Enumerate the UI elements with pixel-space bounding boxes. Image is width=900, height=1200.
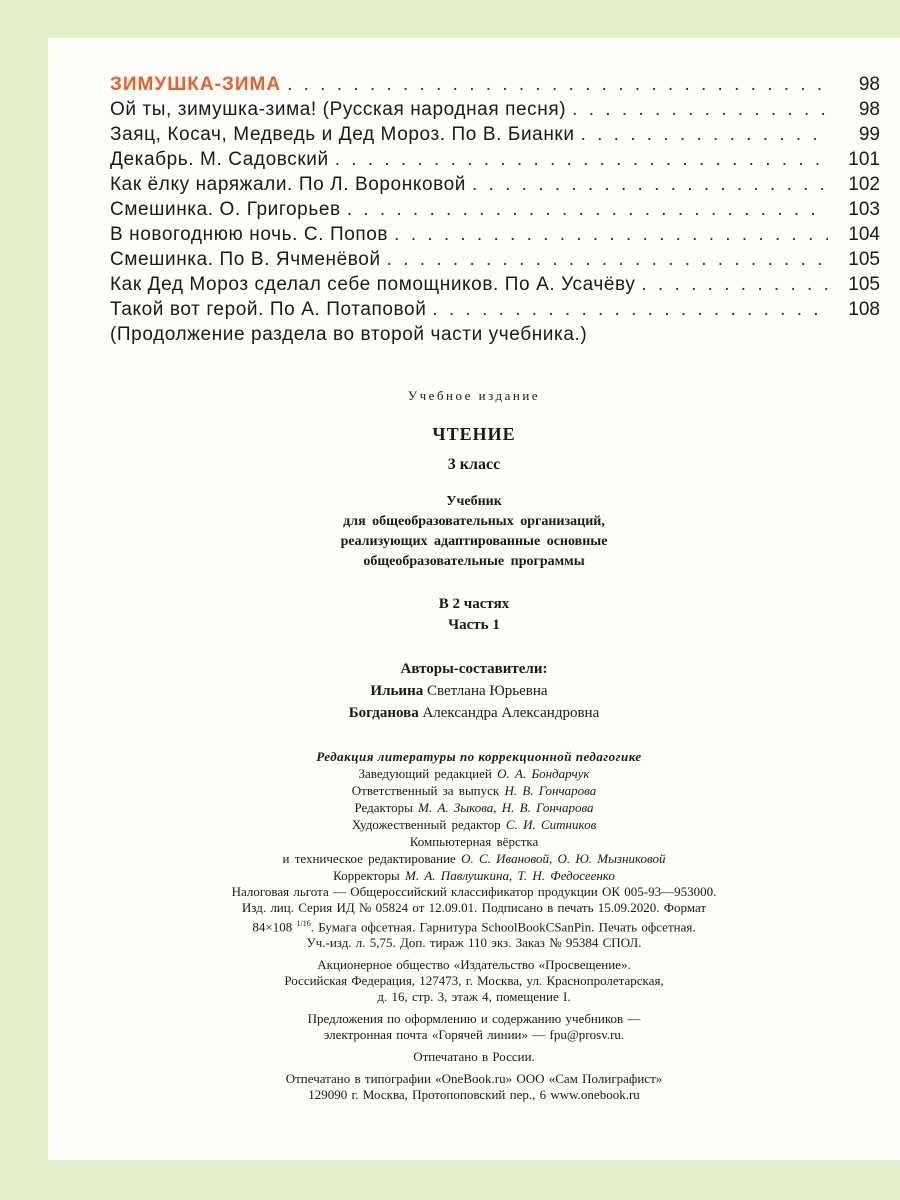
credit-row: Заведующий редакцией О. А. Бондарчук	[358, 766, 590, 781]
author-1-firstname: Светлана Юрьевна	[426, 683, 548, 699]
author-1	[48, 680, 900, 702]
publisher-line: Российская Федерация, 127473, г. Москва, ул. Краснопролетарская,	[284, 973, 664, 989]
toc-page-number: 103	[848, 199, 880, 220]
publisher-line: Акционерное общество «Издательство «Просвещение».	[317, 957, 631, 973]
toc-page-number: 101	[848, 149, 880, 170]
toc-item-title: Смешинка. О. Григорьев	[110, 199, 341, 220]
toc-page-number: 104	[848, 224, 880, 245]
book-title: ЧТЕНИЕ	[432, 424, 516, 444]
author-2	[48, 702, 900, 724]
toc-continuation-note: (Продолжение раздела во второй части учебника.)	[110, 324, 588, 345]
edition-kind: Учебное издание	[407, 388, 541, 403]
contact-line: электронная почта «Горячей линии» — fpu@prosv.ru.	[323, 1027, 625, 1043]
printed-in: Отпечатано в России.	[413, 1049, 535, 1065]
imprint-line: Уч.-изд. л. 5,75. Доп. тираж 110 экз. Заказ № 95384 СПОЛ.	[306, 935, 642, 951]
part-number: Часть 1	[448, 617, 500, 633]
toc-page-number: 98	[858, 74, 880, 95]
book-page	[48, 38, 900, 1160]
author-1-lastname: Ильина	[370, 683, 424, 699]
toc-leader-dots	[572, 99, 828, 121]
editorial-credits	[48, 748, 900, 884]
toc-leader-dots	[394, 224, 828, 246]
authors-heading: Авторы-составители:	[400, 661, 548, 677]
credit-row: Редакторы М. А. Зыкова, Н. В. Гончарова	[354, 800, 594, 815]
toc-page-number: 102	[848, 174, 880, 195]
credit-row: и техническое редактирование О. С. Ивановой, О. Ю. Мызниковой	[282, 851, 666, 866]
toc-page-number: 105	[848, 249, 880, 270]
toc-leader-dots	[581, 124, 828, 146]
toc-item	[110, 199, 880, 224]
toc-section-title: ЗИМУШКА-ЗИМА	[110, 74, 282, 95]
publisher-line: д. 16, стр. 3, этаж 4, помещение I.	[377, 989, 571, 1005]
toc-leader-dots	[287, 74, 828, 96]
imprint-line: Изд. лиц. Серия ИД № 05824 от 12.09.01. Подписано в печать 15.09.2020. Формат	[241, 900, 707, 915]
toc-item	[110, 299, 880, 324]
table-of-contents	[110, 74, 880, 349]
toc-item	[110, 149, 880, 174]
toc-item	[110, 99, 880, 124]
imprint-line: 84×108 $^{1/16}$. Бумага офсетная. Гарнитура SchoolBookCSanPin. Печать офсетная.	[252, 919, 696, 935]
toc-section-row	[110, 74, 880, 99]
descr-line: Учебник	[446, 494, 502, 509]
author-2-firstname: Александра Александровна	[422, 705, 600, 721]
printer-line: Отпечатано в типографии «OneBook.ru» ООО «Сам Полиграфист»	[285, 1071, 663, 1087]
credit-row: Ответственный за выпуск Н. В. Гончарова	[351, 783, 597, 798]
toc-item-title: Ой ты, зимушка-зима! (Русская народная песня)	[110, 99, 567, 120]
toc-item-title: Декабрь. М. Садовский	[110, 149, 329, 170]
book-grade: 3 класс	[447, 456, 501, 473]
toc-item	[110, 224, 880, 249]
toc-leader-dots	[347, 199, 828, 221]
toc-page-number: 99	[858, 124, 880, 145]
credit-row: Компьютерная вёрстка	[409, 834, 539, 849]
imprint-line: Налоговая льгота — Общероссийский классификатор продукции ОК 005-93—953000.	[231, 884, 717, 899]
toc-item-title: Как Дед Мороз сделал себе помощников. По А. Усачёву	[110, 274, 636, 295]
author-2-lastname: Богданова	[348, 705, 419, 721]
toc-leader-dots	[335, 149, 828, 171]
authors-block	[48, 658, 900, 724]
descr-line: общеобразовательные программы	[363, 554, 585, 569]
toc-item-title: Как ёлку наряжали. По Л. Воронковой	[110, 174, 466, 195]
imprint-block	[48, 884, 900, 1103]
toc-item-title: Заяц, Косач, Медведь и Дед Мороз. По В. Бианки	[110, 124, 575, 145]
toc-leader-dots	[641, 274, 828, 296]
descr-line: реализующих адаптированные основные	[340, 534, 608, 549]
toc-item	[110, 249, 880, 274]
parts-count: В 2 частях	[438, 596, 510, 612]
book-parts	[48, 594, 900, 636]
toc-item	[110, 274, 880, 299]
printer-line: 129090 г. Москва, Протопоповский пер., 6 www.onebook.ru	[308, 1087, 640, 1103]
toc-leader-dots	[472, 174, 828, 196]
toc-page-number: 105	[848, 274, 880, 295]
toc-leader-dots	[387, 249, 828, 271]
credit-row: Художественный редактор С. И. Ситников	[351, 817, 597, 832]
credit-row: Корректоры М. А. Павлушкина, Т. Н. Федосеенко	[333, 868, 615, 883]
descr-line: для общеобразовательных организаций,	[343, 514, 605, 529]
toc-item-title: Смешинка. По В. Ячменёвой	[110, 249, 381, 270]
editorial-heading: Редакция литературы по коррекционной педагогике	[316, 749, 642, 764]
toc-page-number: 108	[848, 299, 880, 320]
book-description	[48, 492, 900, 572]
toc-leader-dots	[432, 299, 828, 321]
toc-item	[110, 124, 880, 149]
contact-line: Предложения по оформлению и содержанию учебников —	[307, 1011, 641, 1027]
toc-page-number: 98	[858, 99, 880, 120]
toc-item	[110, 174, 880, 199]
toc-item-title: В новогоднюю ночь. С. Попов	[110, 224, 389, 245]
toc-item-title: Такой вот герой. По А. Потаповой	[110, 299, 427, 320]
